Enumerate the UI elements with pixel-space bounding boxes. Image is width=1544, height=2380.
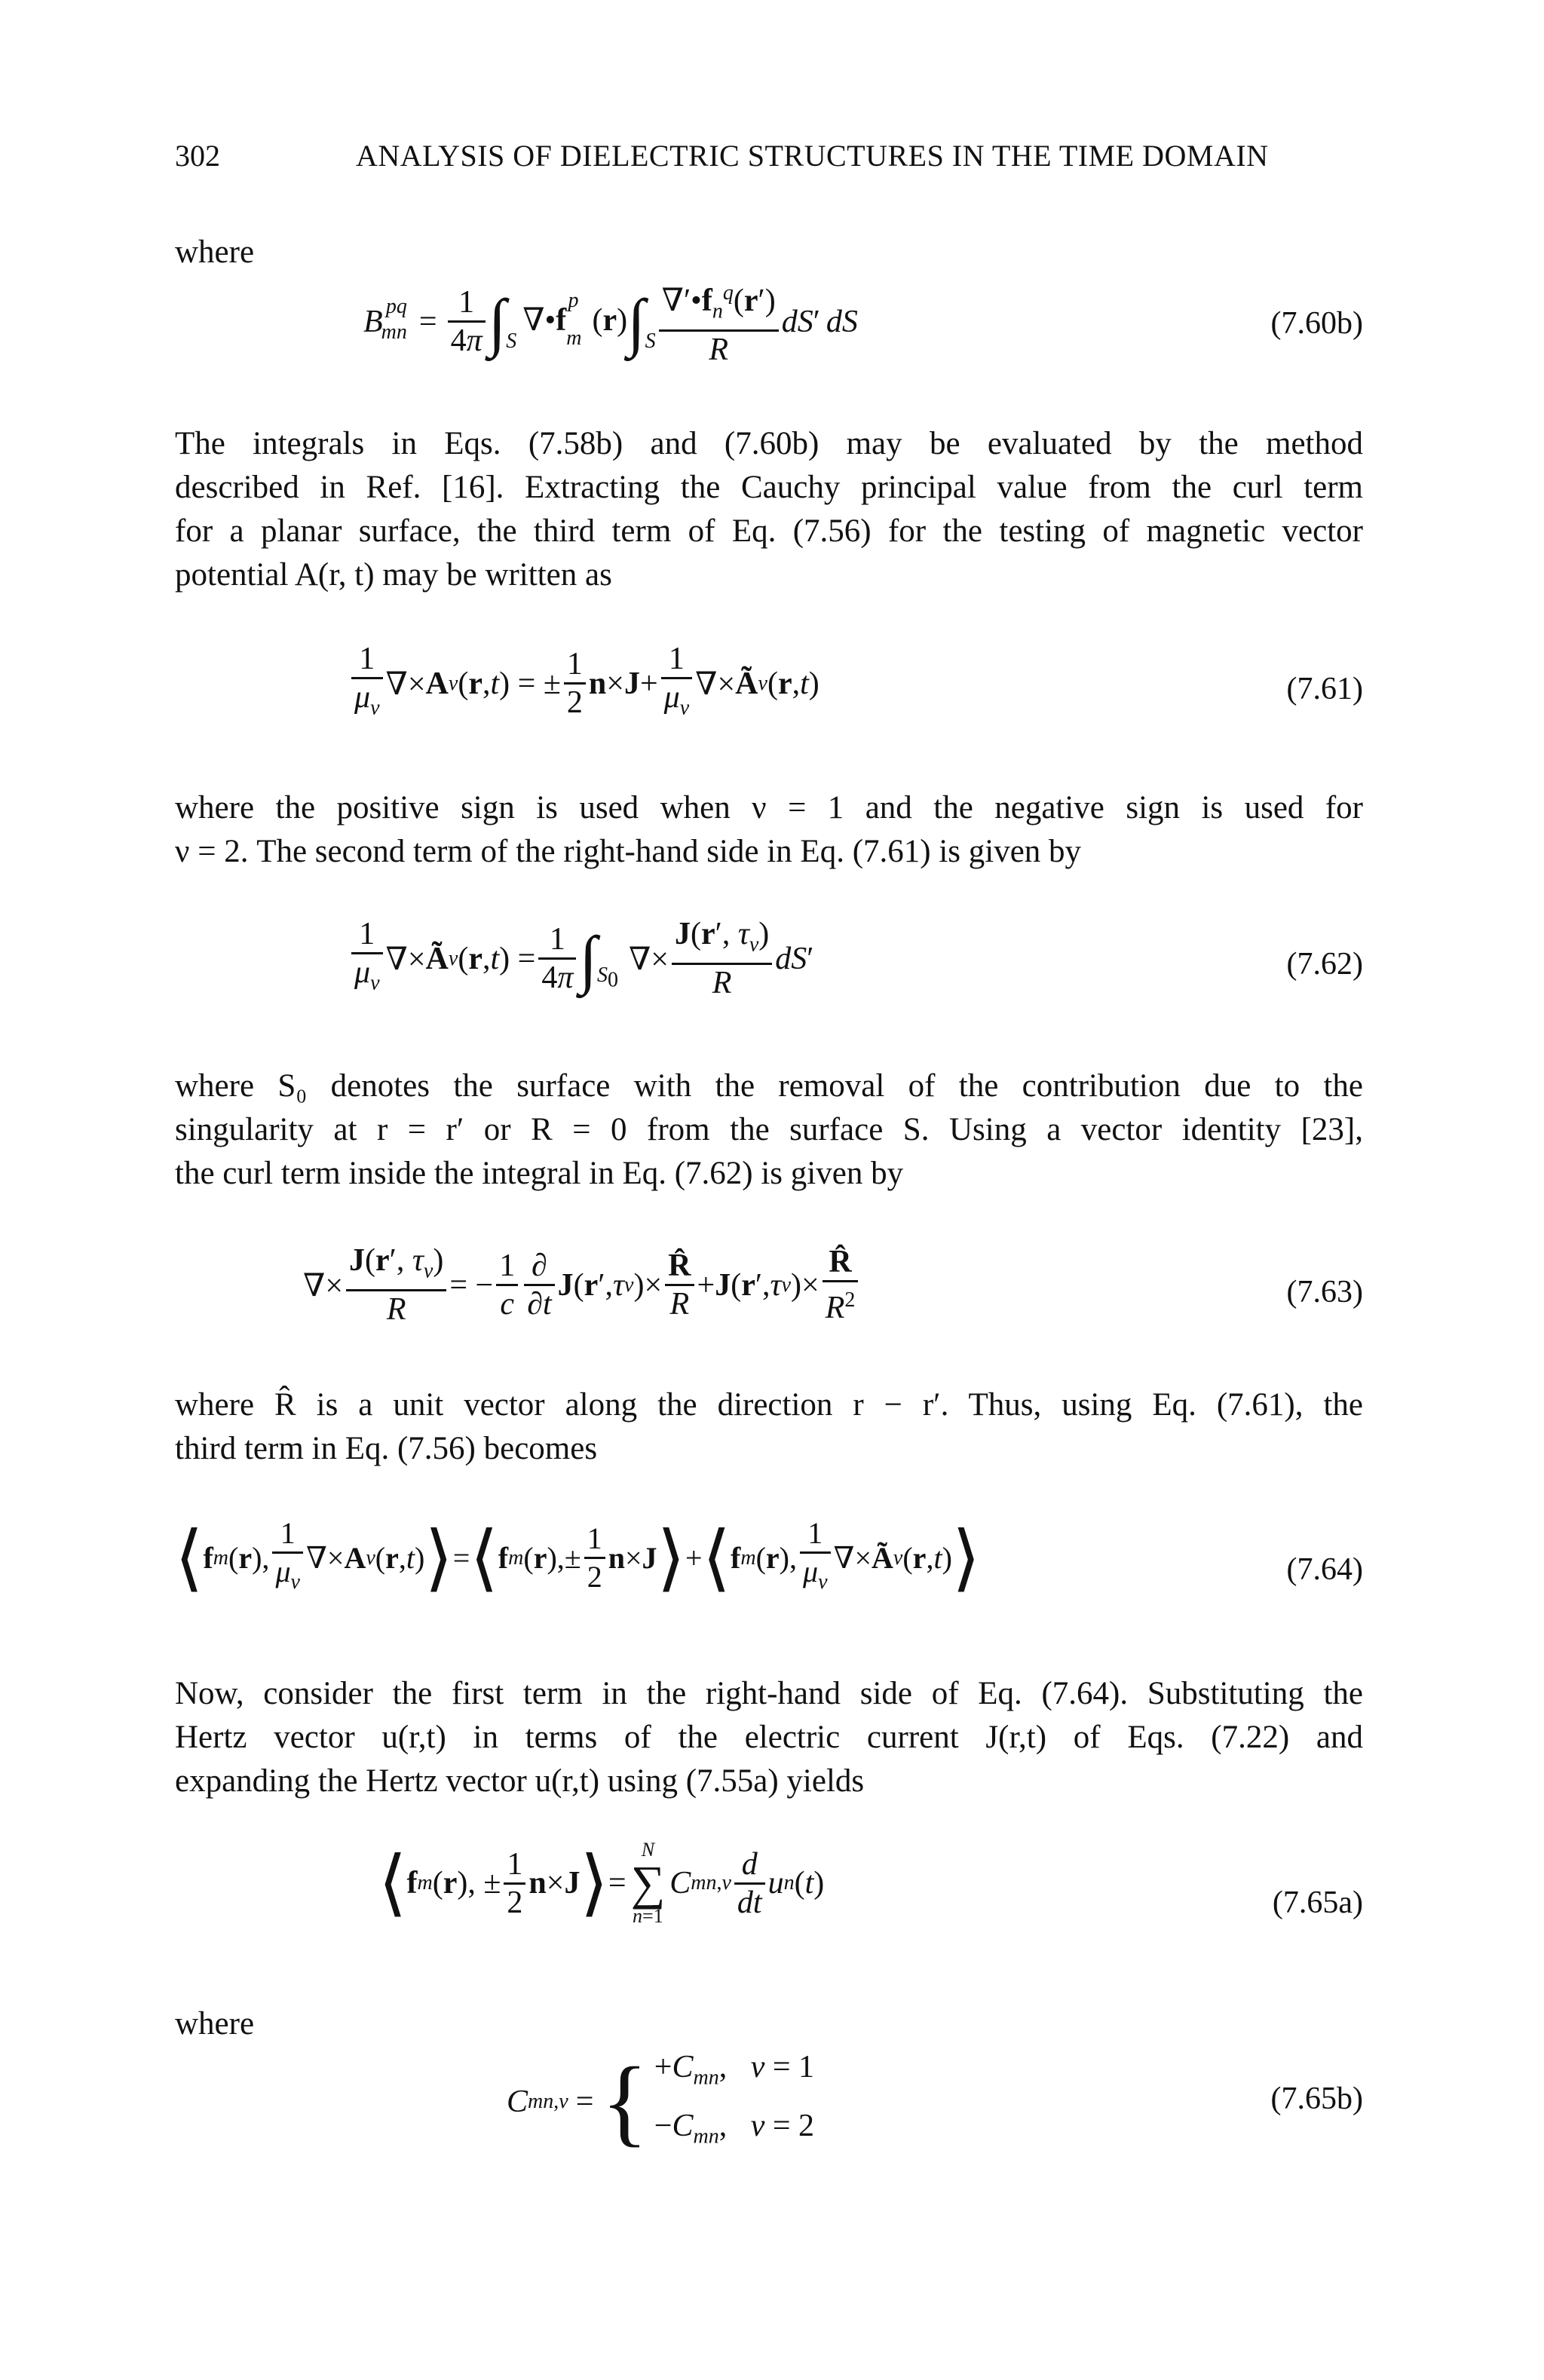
paragraph-4 [175, 1383, 1363, 1471]
equation-number: (7.62) [1286, 947, 1363, 982]
equation-body: ∇× $\frac{J(r', \tau_\nu)}{R}$ = − $\frac{1}{c}$ $\frac{\partial}{\partial t}$ J ( r ′, τ ν )× $\frac{R̂}{R}$ + J ( r ′, τ ν )× $\frac{R̂}{R^2}$ [303, 1242, 861, 1328]
equation-7-62 [175, 916, 1363, 1029]
equation-7-63 [175, 1242, 1363, 1348]
text-line: where S₀ denotes the surface with the removal of the contribution due to the [175, 1068, 1363, 1104]
paragraph-2 [175, 786, 1363, 874]
running-title: ANALYSIS OF DIELECTRIC STRUCTURES IN THE TIME DOMAIN [356, 139, 1269, 173]
running-header [175, 138, 1363, 183]
equation-7-61 [175, 641, 1363, 739]
equation-body: ⟨ f m ( r ), ± $\frac{1}{2}$ n × J ⟩ = N ∑ n=1 C mn,ν $\frac{d}{dt}$ u n ( t ) [378, 1839, 825, 1927]
text-line: where the positive sign is used when ν = 1 and the negative sign is used for [175, 790, 1363, 825]
equation-7-60b [175, 275, 1363, 388]
equation-body: B $_{mn}$ $^{pq}$ = $\frac{1}{4\pi}$ ∫ $_S$ $\nabla•f_m^p(r)$ ∫ $_S$ $\frac{\nabla'•f_n^q(r')}{R}$ dS ′ dS [363, 275, 858, 368]
equation-body: $\frac{1}{\mu_\nu}$ ∇× A ν ( r , t ) = ± $\frac{1}{2}$ n × J + $\frac{1}{\mu_\nu}$ ∇× Ã ν ( r , t ) [348, 641, 819, 726]
text-line: described in Ref. [16]. Extracting the Cauchy principal value from the curl term [175, 470, 1363, 505]
equation-body: ⟨ f m ( r ), $\frac{1}{\mu_\nu}$ ∇× A ν ( r , t ) ⟩ = ⟨ f m ( r ),± $\frac{1}{2}$ n × J ⟩ + ⟨ f m ( r ), $\frac{1}{\mu_\nu}$ ∇× Ã ν ( r , t ) ⟩ [175, 1516, 981, 1598]
text-line: Now, consider the first term in the right-hand side of Eq. (7.64). Substituting the [175, 1676, 1363, 1711]
text-line: ν = 2. The second term of the right-hand side in Eq. (7.61) is given by [175, 834, 1082, 869]
text-line: for a planar surface, the third term of Eq. (7.56) for the testing of magnetic vector [175, 513, 1363, 549]
text-line: the curl term inside the integral in Eq. (7.62) is given by [175, 1156, 904, 1191]
where-label: where [175, 2006, 255, 2042]
equation-number: (7.63) [1286, 1275, 1363, 1309]
text-line: where R̂ is a unit vector along the direction r − r′. Thus, using Eq. (7.61), the [175, 1387, 1363, 1423]
text-line: singularity at r = r′ or R = 0 from the surface S. Using a vector identity [23], [175, 1112, 1363, 1147]
equation-number: (7.61) [1286, 672, 1363, 706]
paragraph-3 [175, 1064, 1363, 1196]
equation-body: $\frac{1}{\mu_\nu}$ ∇× Ã ν ( r , t ) = $\frac{1}{4\pi}$ ∫ $_{S_0}$ ∇× $\frac{J(r', \tau_\nu)}{R}$ dS ′ [348, 916, 813, 1001]
text-line: third term in Eq. (7.56) becomes [175, 1431, 598, 1466]
paragraph-1 [175, 422, 1363, 597]
equation-number: (7.60b) [1270, 306, 1363, 341]
equation-number: (7.65a) [1272, 1885, 1363, 1920]
equation-body: C mn,ν = { $+C_{mn}$, ν = 1 $-C_{mn}$, ν = 2 [507, 2048, 815, 2157]
equation-7-64 [175, 1515, 1363, 1628]
equation-7-65b [175, 2043, 1363, 2156]
paragraph-5 [175, 1672, 1363, 1803]
text-line: potential A(r, t) may be written as [175, 557, 612, 593]
text-line: expanding the Hertz vector u(r,t) using (7.55a) yields [175, 1763, 865, 1799]
equation-number: (7.65b) [1270, 2081, 1363, 2116]
page-number: 302 [175, 139, 220, 173]
text-line: The integrals in Eqs. (7.58b) and (7.60b) may be evaluated by the method [175, 426, 1363, 461]
equation-number: (7.64) [1286, 1552, 1363, 1587]
where-label: where [175, 234, 255, 270]
equation-7-65a [175, 1839, 1363, 1968]
text-line: Hertz vector u(r,t) in terms of the electric current J(r,t) of Eqs. (7.22) and [175, 1720, 1363, 1755]
